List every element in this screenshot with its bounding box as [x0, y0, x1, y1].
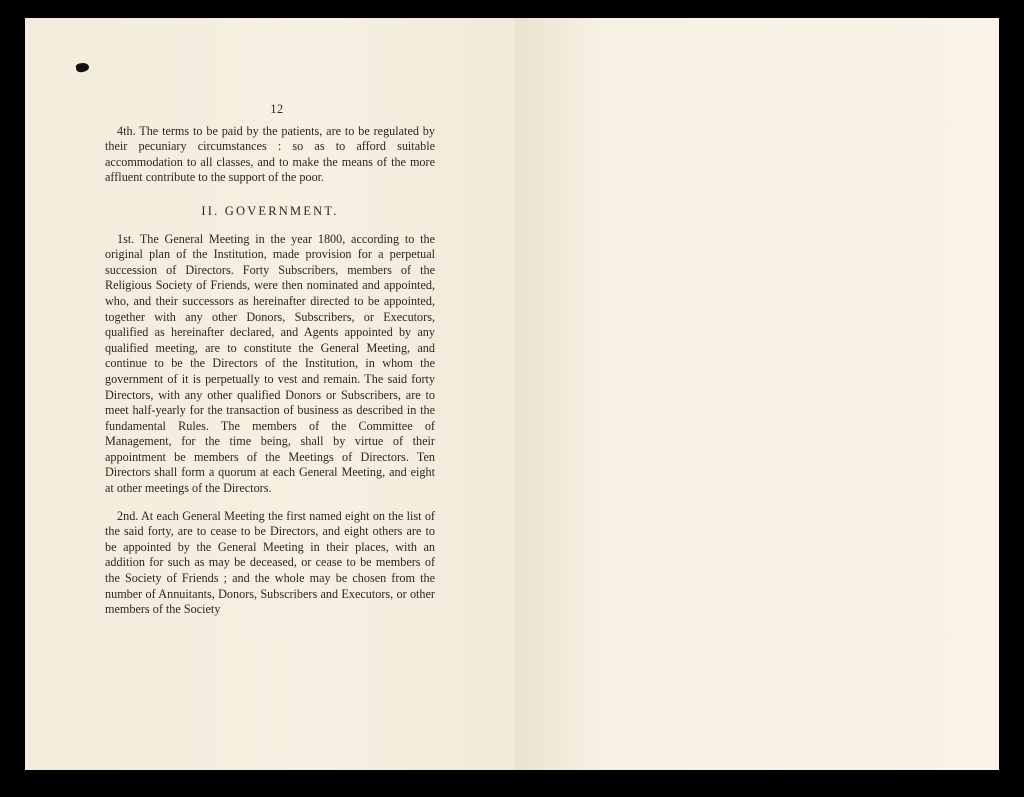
paragraph-second: 2nd. At each General Meeting the first named eight on the list of the said forty, are to cease to be Directors, and eight others are to be appointed by the General Meeting in their places, with an addition for such as may be deceased, or cease to be members of the Society of Friends ; and the whole may be chosen from the number of Annuitants, Donors, Subscribers and Executors, or other members of the Society — [105, 508, 435, 617]
left-page — [25, 18, 517, 770]
page-text-block — [105, 102, 435, 618]
section-heading: II. GOVERNMENT. — [201, 203, 339, 218]
paragraph-terms: 4th. The terms to be paid by the patients, are to be regulated by their pecuniary circumstances : so as to afford suitable accommodation to all classes, and to make the means of the more affluent contribute to the support of the poor. — [105, 123, 435, 185]
paper-hole-mark — [75, 62, 89, 73]
page-number: 12 — [270, 102, 284, 116]
paragraph-first: 1st. The General Meeting in the year 1800, according to the original plan of the Institution, made provision for a perpetual succession of Directors. Forty Subscribers, members of the Religious Society of Friends, were then nominated and appointed, who, and their successors as hereinafter directed to be appointed, together with any other Donors, Subscribers, or Executors, qualified as hereinafter declared, and Agents appointed by any qualified meeting, are to constitute the General Meeting, and continue to be the Directors of the Institution, in whom the government of it is perpetually to vest and remain. The said forty Directors, with any other qualified Donors or Subscribers, are to meet half-yearly for the transaction of business as described in the fundamental Rules. The members of the Committee of Management, for the time being, shall by virtue of their appointment be members of the Meetings of Directors. Ten Directors shall form a quorum at each General Meeting, and eight at other meetings of the Directors. — [105, 231, 435, 496]
open-document-spread — [25, 18, 999, 770]
right-page-blank — [517, 18, 999, 770]
